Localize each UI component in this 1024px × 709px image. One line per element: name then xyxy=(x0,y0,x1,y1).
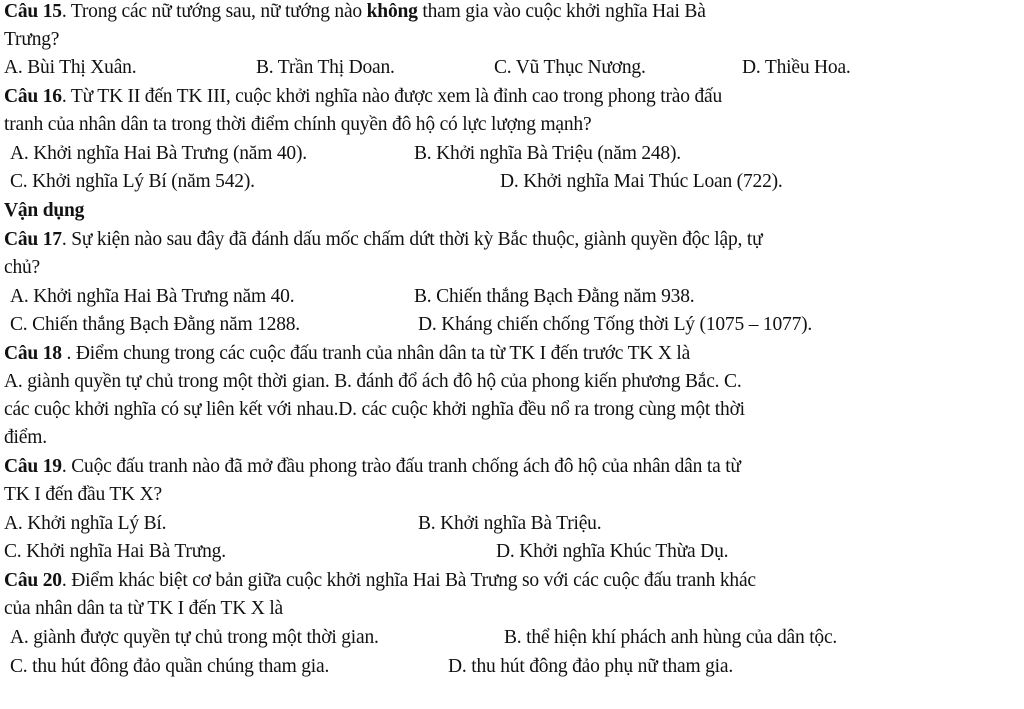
q16-line-2 xyxy=(4,113,591,137)
q20-option-a[interactable]: A. giành được quyền tự chủ trong một thời gian. xyxy=(10,627,379,648)
q18-line-2-text: A. giành quyền tự chủ trong một thời gian. B. đánh đổ ách đô hộ của phong kiến phương Bắc. C. xyxy=(4,371,742,392)
q15-label: Câu 15 xyxy=(4,1,62,22)
q17-text-b: chủ? xyxy=(4,257,41,278)
q20-option-d[interactable]: D. thu hút đông đảo phụ nữ tham gia. xyxy=(448,656,734,677)
q15-option-b[interactable]: B. Trần Thị Doan. xyxy=(256,57,395,78)
q17-option-d[interactable]: D. Kháng chiến chống Tống thời Lý (1075 – 1077). xyxy=(418,314,813,335)
section-heading xyxy=(4,199,84,223)
q16-label: Câu 16 xyxy=(4,86,62,107)
q18-text-a: . Điểm chung trong các cuộc đấu tranh của nhân dân ta từ TK I đến trước TK X là xyxy=(61,343,691,364)
q15-line-1 xyxy=(4,0,706,24)
q17-option-c[interactable]: C. Chiến thắng Bạch Đằng năm 1288. xyxy=(10,314,300,335)
q19-line-1 xyxy=(4,455,741,479)
q16-text-a: . Từ TK II đến TK III, cuộc khởi nghĩa nào được xem là đỉnh cao trong phong trào đấu xyxy=(61,86,723,107)
q20-option-b[interactable]: B. thể hiện khí phách anh hùng của dân tộc. xyxy=(504,627,838,648)
q20-line-2 xyxy=(4,597,283,621)
q15-text-a: . Trong các nữ tướng sau, nữ tướng nào xyxy=(61,1,367,22)
q19-line-2 xyxy=(4,483,162,507)
q20-text-b: của nhân dân ta từ TK I đến TK X là xyxy=(4,598,284,619)
q15-option-c[interactable]: C. Vũ Thục Nương. xyxy=(494,57,646,78)
q18-line-3 xyxy=(4,398,745,422)
q15-line-2 xyxy=(4,28,59,52)
q20-text-a: . Điểm khác biệt cơ bản giữa cuộc khởi nghĩa Hai Bà Trưng so với các cuộc đấu tranh khác xyxy=(61,570,756,591)
q15-option-a[interactable]: A. Bùi Thị Xuân. xyxy=(4,57,137,78)
q19-text-a: . Cuộc đấu tranh nào đã mở đầu phong trào đấu tranh chống ách đô hộ của nhân dân ta từ xyxy=(61,456,741,477)
q17-label: Câu 17 xyxy=(4,229,62,250)
q16-option-a[interactable]: A. Khởi nghĩa Hai Bà Trưng (năm 40). xyxy=(10,143,307,164)
q20-option-c[interactable]: C. thu hút đông đảo quần chúng tham gia. xyxy=(10,656,330,677)
q15-text-b: tham gia vào cuộc khởi nghĩa Hai Bà xyxy=(417,1,706,22)
q16-option-c[interactable]: C. Khởi nghĩa Lý Bí (năm 542). xyxy=(10,171,255,192)
q18-label: Câu 18 xyxy=(4,343,62,364)
q15-text-c: Trưng? xyxy=(4,29,60,50)
q17-text-a: . Sự kiện nào sau đây đã đánh dấu mốc chấm dứt thời kỳ Bắc thuộc, giành quyền độc lập, tự xyxy=(61,229,763,250)
q16-option-d[interactable]: D. Khởi nghĩa Mai Thúc Loan (722). xyxy=(500,171,783,192)
q17-option-a[interactable]: A. Khởi nghĩa Hai Bà Trưng năm 40. xyxy=(10,286,295,307)
q17-option-b[interactable]: B. Chiến thắng Bạch Đằng năm 938. xyxy=(414,286,695,307)
q18-line-2 xyxy=(4,370,742,394)
q19-option-d[interactable]: D. Khởi nghĩa Khúc Thừa Dụ. xyxy=(496,541,729,562)
q19-option-b[interactable]: B. Khởi nghĩa Bà Triệu. xyxy=(418,513,602,534)
q19-option-c[interactable]: C. Khởi nghĩa Hai Bà Trưng. xyxy=(4,541,226,562)
q17-line-2 xyxy=(4,256,40,280)
q18-line-4 xyxy=(4,426,47,450)
q18-line-4-text: điểm. xyxy=(4,427,47,448)
q18-line-3-text: các cuộc khởi nghĩa có sự liên kết với nhau.D. các cuộc khởi nghĩa đều nổ ra trong cùng một thời xyxy=(4,399,745,420)
q20-label: Câu 20 xyxy=(4,570,62,591)
q19-text-b: TK I đến đầu TK X? xyxy=(4,484,162,505)
q16-line-1 xyxy=(4,85,722,109)
q15-text-bold: không xyxy=(366,1,418,22)
q17-line-1 xyxy=(4,228,762,252)
q19-label: Câu 19 xyxy=(4,456,62,477)
heading-van-dung: Vận dụng xyxy=(4,200,85,221)
q19-option-a[interactable]: A. Khởi nghĩa Lý Bí. xyxy=(4,513,167,534)
q16-text-b: tranh của nhân dân ta trong thời điểm chính quyền đô hộ có lực lượng mạnh? xyxy=(4,114,592,135)
q18-line-1 xyxy=(4,342,690,366)
q20-line-1 xyxy=(4,569,756,593)
q16-option-b[interactable]: B. Khởi nghĩa Bà Triệu (năm 248). xyxy=(414,143,681,164)
q15-option-d[interactable]: D. Thiều Hoa. xyxy=(742,57,851,78)
